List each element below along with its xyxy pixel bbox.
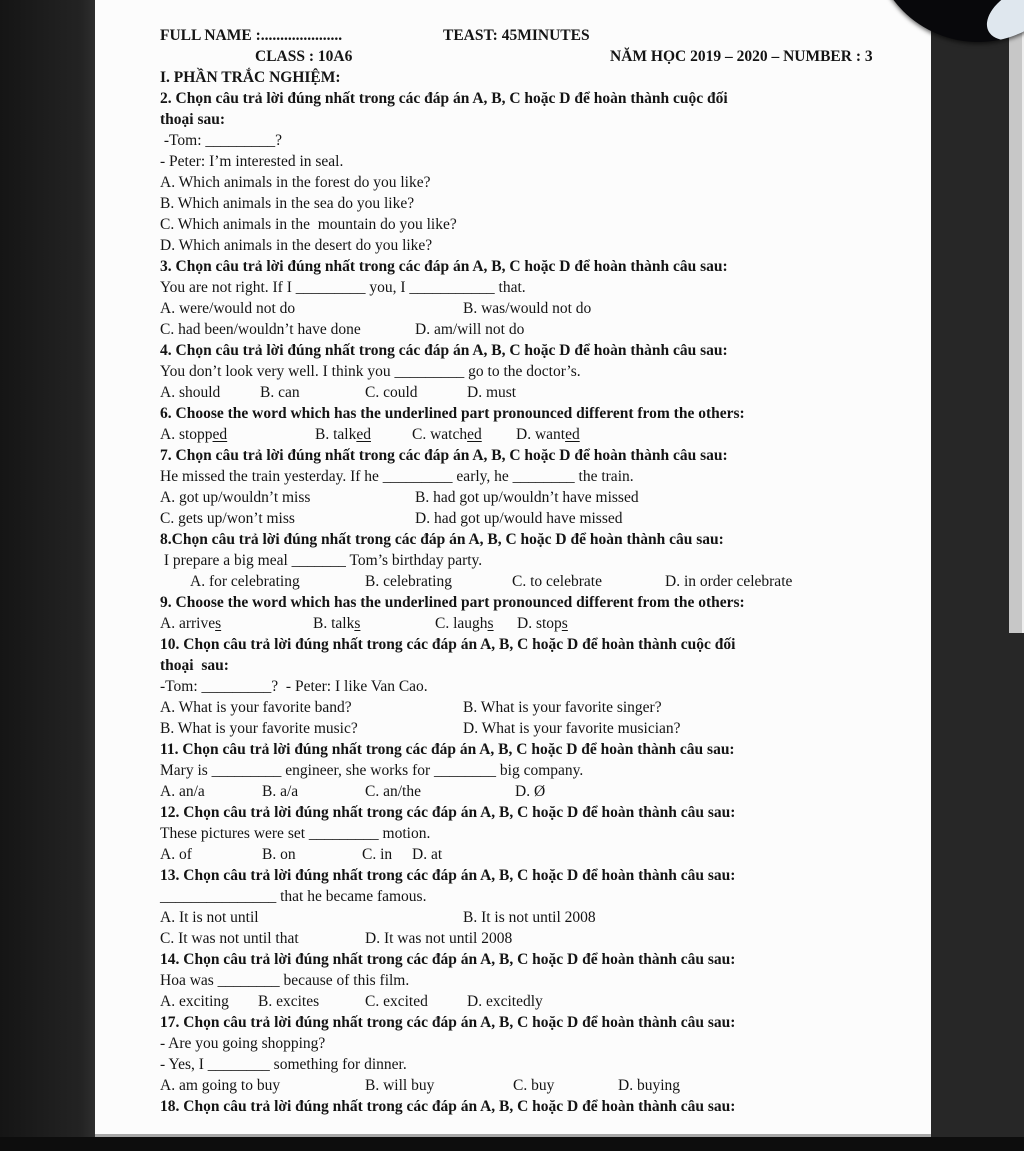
question-text: _______________ that he became famous. <box>160 888 427 905</box>
exam-page <box>95 0 931 1137</box>
answer-option: A. Which animals in the forest do you like? <box>160 174 431 191</box>
question-text: He missed the train yesterday. If he _________ early, he ________ the train. <box>160 468 634 485</box>
exam-header-line: CLASS : 10A6 NĂM HỌC 2019 – 2020 – NUMBER : 3 <box>255 48 873 65</box>
question-prompt: 18. Chọn câu trả lời đúng nhất trong các đáp án A, B, C hoặc D để hoàn thành câu sau: <box>160 1098 736 1115</box>
left-backdrop <box>0 0 95 1151</box>
question-prompt: 7. Chọn câu trả lời đúng nhất trong các đáp án A, B, C hoặc D để hoàn thành câu sau: <box>160 447 728 464</box>
question-prompt: 3. Chọn câu trả lời đúng nhất trong các đáp án A, B, C hoặc D để hoàn thành câu sau: <box>160 258 728 275</box>
question-prompt: 17. Chọn câu trả lời đúng nhất trong các đáp án A, B, C hoặc D để hoàn thành câu sau: <box>160 1014 736 1031</box>
question-text: These pictures were set _________ motion. <box>160 825 431 842</box>
answer-options: A. were/would not do B. was/would not do <box>160 300 592 317</box>
answer-options: A. arrives B. talks C. laughs D. stops <box>160 615 568 632</box>
question-prompt: 10. Chọn câu trả lời đúng nhất trong các đáp án A, B, C hoặc D để hoàn thành cuộc đối <box>160 636 736 653</box>
question-text: -Tom: _________? - Peter: I like Van Cao. <box>160 678 428 695</box>
answer-options: C. gets up/won’t miss D. had got up/would have missed <box>160 510 623 527</box>
question-prompt: 4. Chọn câu trả lời đúng nhất trong các đáp án A, B, C hoặc D để hoàn thành câu sau: <box>160 342 728 359</box>
question-text: - Yes, I ________ something for dinner. <box>160 1056 407 1073</box>
question-prompt: 11. Chọn câu trả lời đúng nhất trong các đáp án A, B, C hoặc D để hoàn thành câu sau: <box>160 741 735 758</box>
answer-options: A. stopped B. talked C. watched D. wanted <box>160 426 580 443</box>
question-prompt: thoại sau: <box>160 657 229 674</box>
question-text: You don’t look very well. I think you _________ go to the doctor’s. <box>160 363 581 380</box>
question-prompt: 6. Choose the word which has the underlined part pronounced different from the others: <box>160 405 745 422</box>
answer-option: D. Which animals in the desert do you like? <box>160 237 433 254</box>
answer-options: A. of B. on C. in D. at <box>160 846 443 863</box>
answer-option: B. Which animals in the sea do you like? <box>160 195 415 212</box>
section-title: I. PHẦN TRẮC NGHIỆM: <box>160 69 341 86</box>
exam-header-line: FULL NAME :..................... TEAST: 45MINUTES <box>160 27 590 44</box>
answer-options: A. should B. can C. could D. must <box>160 384 517 401</box>
question-prompt: 9. Choose the word which has the underlined part pronounced different from the others: <box>160 594 745 611</box>
avatar-highlight <box>978 0 1024 42</box>
question-prompt: thoại sau: <box>160 111 226 128</box>
bottom-bar <box>0 1137 1024 1151</box>
answer-options: A. It is not until B. It is not until 2008 <box>160 909 596 926</box>
question-prompt: 12. Chọn câu trả lời đúng nhất trong các đáp án A, B, C hoặc D để hoàn thành câu sau: <box>160 804 736 821</box>
answer-options: A. got up/wouldn’t miss B. had got up/wouldn’t have missed <box>160 489 639 506</box>
answer-options: A. an/a B. a/a C. an/the D. Ø <box>160 783 546 800</box>
question-prompt: 2. Chọn câu trả lời đúng nhất trong các đáp án A, B, C hoặc D để hoàn thành cuộc đối <box>160 90 728 107</box>
answer-options: C. had been/wouldn’t have done D. am/will not do <box>160 321 525 338</box>
scrollbar-thumb[interactable] <box>1009 0 1024 633</box>
answer-options: A. am going to buy B. will buy C. buy D. buying <box>160 1077 680 1094</box>
answer-options: A. What is your favorite band? B. What is your favorite singer? <box>160 699 662 716</box>
question-prompt: 14. Chọn câu trả lời đúng nhất trong các đáp án A, B, C hoặc D để hoàn thành câu sau: <box>160 951 736 968</box>
question-text: - Peter: I’m interested in seal. <box>160 153 344 170</box>
question-text: -Tom: _________? <box>160 132 283 149</box>
answer-option: C. Which animals in the mountain do you like? <box>160 216 457 233</box>
answer-options: A. exciting B. excites C. excited D. excitedly <box>160 993 543 1010</box>
question-text: Hoa was ________ because of this film. <box>160 972 410 989</box>
answer-options: A. for celebrating B. celebrating C. to celebrate D. in order celebrate <box>190 573 793 590</box>
question-text: Mary is _________ engineer, she works for ________ big company. <box>160 762 584 779</box>
question-text: You are not right. If I _________ you, I ___________ that. <box>160 279 526 296</box>
question-text: - Are you going shopping? <box>160 1035 326 1052</box>
answer-options: C. It was not until that D. It was not until 2008 <box>160 930 513 947</box>
question-prompt: 8.Chọn câu trả lời đúng nhất trong các đáp án A, B, C hoặc D để hoàn thành câu sau: <box>160 531 724 548</box>
answer-options: B. What is your favorite music? D. What is your favorite musician? <box>160 720 681 737</box>
question-text: I prepare a big meal _______ Tom’s birthday party. <box>160 552 483 569</box>
question-prompt: 13. Chọn câu trả lời đúng nhất trong các đáp án A, B, C hoặc D để hoàn thành câu sau: <box>160 867 736 884</box>
